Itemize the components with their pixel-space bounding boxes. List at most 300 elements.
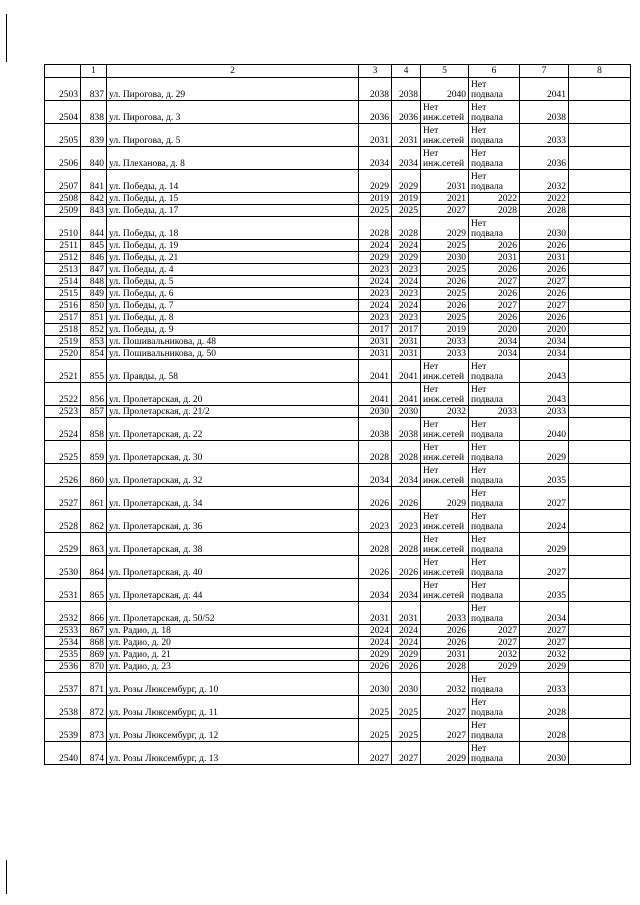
table-cell: ул. Победы, д. 8 [107,312,359,324]
table-cell: 2023 [359,288,392,300]
table-cell: ул. Победы, д. 4 [107,264,359,276]
table-cell [569,252,631,264]
table-cell: 2539 [45,719,81,742]
table-cell: 2041 [359,383,392,406]
cell-text-line: инж.сетей [423,372,465,382]
table-cell: 870 [81,661,107,673]
table-cell: 2523 [45,406,81,418]
table-cell: 2026 [520,240,569,252]
cell-text-line: инж.сетей [423,430,465,440]
table-cell: 2026 [469,312,520,324]
cell-text-line: Нет [471,558,487,568]
cell-text-line: Нет [471,420,487,430]
table-cell: ул. Пролетарская, д. 50/52 [107,602,359,625]
table-cell: ул. Пролетарская, д. 34 [107,487,359,510]
cell-text-line: Нет [471,721,487,731]
table-cell: 2028 [421,661,469,673]
table-cell [569,348,631,360]
table-cell [469,510,520,533]
table-row [45,649,631,661]
table-cell [421,464,469,487]
cell-text-line: Нет [471,362,487,372]
cell-text-line: инж.сетей [423,522,465,532]
table-cell: ул. Победы, д. 6 [107,288,359,300]
cell-text-line: подвала [471,591,504,601]
table-cell [421,510,469,533]
table-cell: 2031 [359,124,392,147]
table-cell: ул. Пошивальникова, д. 48 [107,336,359,348]
table-cell: 2027 [520,556,569,579]
table-cell: 2017 [359,324,392,336]
table-cell: 871 [81,673,107,696]
table-cell: 2027 [520,625,569,637]
table-cell [569,579,631,602]
table-row [45,719,631,742]
cell-text-line: Нет [423,126,439,136]
table-cell [569,383,631,406]
table-cell: 2023 [392,510,421,533]
table-cell: 2021 [421,193,469,205]
table-cell: 2513 [45,264,81,276]
table-cell [569,147,631,170]
cell-text-line: инж.сетей [423,476,465,486]
table-cell: 854 [81,348,107,360]
table-cell: 2033 [469,406,520,418]
table-cell: 2520 [45,348,81,360]
table-cell [469,696,520,719]
table-cell: 2031 [392,602,421,625]
table-cell [469,147,520,170]
table-cell [569,217,631,240]
table-row [45,170,631,193]
table-cell: 862 [81,510,107,533]
cell-text-line: Нет [471,385,487,395]
header-cell: 7 [520,65,569,78]
table-row [45,336,631,348]
table-cell: 2041 [359,360,392,383]
table-cell: 2532 [45,602,81,625]
table-cell: 2028 [469,205,520,217]
table-cell: 2019 [392,193,421,205]
cell-text-line: Нет [471,604,487,614]
table-cell: 2030 [359,406,392,418]
table-cell: 2034 [469,336,520,348]
table-row [45,193,631,205]
table-cell: 2515 [45,288,81,300]
table-cell: 2027 [520,276,569,288]
cell-text-line: Нет [471,489,487,499]
table-cell: 2020 [469,324,520,336]
table-row [45,324,631,336]
table-cell [421,556,469,579]
table-cell [569,312,631,324]
table-cell: ул. Пролетарская, д. 32 [107,464,359,487]
table-cell [469,556,520,579]
cell-text-line: подвала [471,545,504,555]
table-cell: 2030 [359,673,392,696]
table-cell: 2023 [392,264,421,276]
cell-text-line: инж.сетей [423,395,465,405]
table-cell: 847 [81,264,107,276]
table-cell: 2030 [520,742,569,765]
table-cell: 2027 [520,300,569,312]
table-cell: 2026 [421,625,469,637]
table-cell: 2023 [359,264,392,276]
table-cell: 2508 [45,193,81,205]
table-cell: 2518 [45,324,81,336]
cell-text-line: Нет [471,535,487,545]
table-cell: 2027 [469,625,520,637]
table-cell: 2030 [421,252,469,264]
table-cell: 2540 [45,742,81,765]
table-cell: 2534 [45,637,81,649]
table-cell: 2514 [45,276,81,288]
table-cell: 856 [81,383,107,406]
table-cell: 2031 [359,602,392,625]
table-cell: 851 [81,312,107,324]
table-row [45,288,631,300]
table-row [45,487,631,510]
table-cell [569,264,631,276]
table-cell: 2017 [392,324,421,336]
table-cell: 873 [81,719,107,742]
table-cell: 2024 [392,637,421,649]
table-cell [569,441,631,464]
table-cell: ул. Розы Люксембург, д. 13 [107,742,359,765]
table-row [45,696,631,719]
table-cell: 2024 [359,625,392,637]
table-cell: 2027 [421,696,469,719]
table-cell: 2031 [392,336,421,348]
table-cell [469,418,520,441]
table-cell: 859 [81,441,107,464]
cell-text-line: инж.сетей [423,453,465,463]
table-cell: ул. Победы, д. 17 [107,205,359,217]
table-row [45,205,631,217]
table-cell: ул. Радио, д. 20 [107,637,359,649]
cell-text-line: Нет [423,443,439,453]
table-cell [569,637,631,649]
table-row [45,240,631,252]
table-cell: 2023 [359,510,392,533]
cell-text-line: подвала [471,430,504,440]
table-cell: 2020 [520,324,569,336]
table-cell: 2034 [359,579,392,602]
table-cell: 2025 [421,240,469,252]
cell-text-line: подвала [471,90,504,100]
table-cell: 2031 [469,252,520,264]
table-cell: 2521 [45,360,81,383]
table-cell: 2031 [359,336,392,348]
cell-text-line: Нет [471,698,487,708]
table-cell: 2024 [359,240,392,252]
table-cell: 853 [81,336,107,348]
table-cell: 2026 [469,240,520,252]
table-cell: 2516 [45,300,81,312]
table-cell [469,170,520,193]
table-cell: ул. Радио, д. 18 [107,625,359,637]
table-cell: 2041 [520,78,569,101]
table-cell [469,464,520,487]
table-cell: 2033 [421,348,469,360]
table-cell [421,383,469,406]
table-row [45,556,631,579]
table-cell: 2028 [359,217,392,240]
cell-text-line: Нет [471,581,487,591]
header-cell [45,65,81,78]
table-cell: 2517 [45,312,81,324]
cell-text-line: Нет [471,172,487,182]
table-cell: 2522 [45,383,81,406]
table-cell [569,193,631,205]
table-cell: 2025 [359,205,392,217]
table-cell: 2031 [392,348,421,360]
table-row [45,78,631,101]
table-cell: ул. Розы Люксембург, д. 11 [107,696,359,719]
table-cell [469,742,520,765]
table-cell: ул. Пролетарская, д. 30 [107,441,359,464]
table-row [45,312,631,324]
table-cell: 2034 [520,348,569,360]
table-row [45,742,631,765]
table-cell: 846 [81,252,107,264]
table-cell [469,101,520,124]
table-cell: 2038 [392,418,421,441]
table-cell: 842 [81,193,107,205]
table-cell: 2034 [392,464,421,487]
table-cell: 2529 [45,533,81,556]
table-cell [569,533,631,556]
table-cell: 2028 [520,696,569,719]
table-cell: ул. Пирогова, д. 5 [107,124,359,147]
table-cell: 2024 [359,276,392,288]
table-cell [569,276,631,288]
header-cell: 6 [469,65,520,78]
table-cell: 869 [81,649,107,661]
table-cell: 837 [81,78,107,101]
table-cell: ул. Пролетарская, д. 20 [107,383,359,406]
table-row [45,673,631,696]
cell-text-line: Нет [471,219,487,229]
table-cell: 2028 [520,719,569,742]
table-row [45,217,631,240]
table-cell: 2026 [520,288,569,300]
table-cell: 2026 [392,661,421,673]
table-cell: 2027 [469,637,520,649]
cell-text-line: подвала [471,568,504,578]
table-cell: 2035 [520,579,569,602]
table-cell [421,101,469,124]
table-cell: 2019 [421,324,469,336]
table-cell: 857 [81,406,107,418]
table-row [45,533,631,556]
table-cell: 2029 [392,649,421,661]
table-cell: 2024 [392,276,421,288]
table-cell: 2029 [359,649,392,661]
table-cell: ул. Пирогова, д. 3 [107,101,359,124]
table-cell: 2530 [45,556,81,579]
table-cell: 2029 [520,533,569,556]
table-cell: 2022 [520,193,569,205]
table-cell: 850 [81,300,107,312]
cell-text-line: подвала [471,476,504,486]
table-cell [469,487,520,510]
table-row [45,360,631,383]
table-cell: 2040 [520,418,569,441]
table-cell: 866 [81,602,107,625]
cell-text-line: Нет [423,535,439,545]
table-cell: 2026 [359,661,392,673]
table-cell [569,649,631,661]
table-cell: 2033 [421,602,469,625]
cell-text-line: Нет [423,385,439,395]
cell-text-line: Нет [423,103,439,113]
table-cell: 2026 [392,556,421,579]
table-cell: 2029 [421,217,469,240]
table-cell: 860 [81,464,107,487]
cell-text-line: инж.сетей [423,591,465,601]
table-cell: 2028 [359,533,392,556]
table-cell: 2033 [421,336,469,348]
header-cell: 3 [359,65,392,78]
table-cell: 2026 [421,300,469,312]
table-cell: ул. Победы, д. 9 [107,324,359,336]
table-cell: 2026 [421,637,469,649]
table-cell: ул. Розы Люксембург, д. 10 [107,673,359,696]
table-cell: 2537 [45,673,81,696]
table-cell: 2503 [45,78,81,101]
cell-text-line: инж.сетей [423,136,465,146]
table-cell [569,300,631,312]
table-cell: 2032 [421,406,469,418]
table-row [45,252,631,264]
table-cell: ул. Победы, д. 18 [107,217,359,240]
table-cell [469,579,520,602]
table-cell: 2033 [520,406,569,418]
table-cell [569,418,631,441]
table-cell [469,602,520,625]
margin-line [6,14,7,62]
table-row [45,625,631,637]
table-cell [421,533,469,556]
cell-text-line: подвала [471,229,504,239]
table-cell [569,124,631,147]
table-cell: 2025 [392,696,421,719]
table-row [45,441,631,464]
cell-text-line: Нет [471,126,487,136]
table-cell: 2029 [392,252,421,264]
table-cell: 2027 [469,276,520,288]
table-cell: 867 [81,625,107,637]
table-cell [569,360,631,383]
table-cell: 2505 [45,124,81,147]
cell-text-line: подвала [471,522,504,532]
header-cell: 4 [392,65,421,78]
table-row [45,264,631,276]
cell-text-line: подвала [471,708,504,718]
table-cell: 2038 [359,418,392,441]
table-cell: 2026 [469,288,520,300]
table-cell: 2034 [392,147,421,170]
table-cell: 868 [81,637,107,649]
header-cell: 2 [107,65,359,78]
header-cell: 5 [421,65,469,78]
table-cell: 2504 [45,101,81,124]
table-cell: 2026 [520,312,569,324]
table-cell: 2528 [45,510,81,533]
table-row [45,406,631,418]
table-cell: 2026 [421,276,469,288]
table-cell [569,661,631,673]
table-cell: 2032 [520,170,569,193]
cell-text-line: инж.сетей [423,545,465,555]
table-cell: 2512 [45,252,81,264]
cell-text-line: подвала [471,453,504,463]
table-cell: 2506 [45,147,81,170]
table-cell: 2031 [421,649,469,661]
table-cell: 2023 [392,312,421,324]
table-cell: 2025 [392,719,421,742]
table-cell: 863 [81,533,107,556]
table-cell: 2034 [359,464,392,487]
table-cell [469,441,520,464]
table-row [45,510,631,533]
table-cell: ул. Пирогова, д. 29 [107,78,359,101]
table-cell: 2025 [421,288,469,300]
table-cell: 2025 [392,205,421,217]
table-cell: ул. Победы, д. 5 [107,276,359,288]
table-cell: 2028 [392,533,421,556]
cell-text-line: Нет [471,512,487,522]
table-cell [569,556,631,579]
table-cell [569,78,631,101]
table-cell: ул. Пролетарская, д. 40 [107,556,359,579]
table-cell: 2509 [45,205,81,217]
cell-text-line: подвала [471,372,504,382]
table-cell: 844 [81,217,107,240]
header-cell: 8 [569,65,631,78]
cell-text-line: подвала [471,614,504,624]
table-cell: 2525 [45,441,81,464]
table-row [45,383,631,406]
table-cell: ул. Розы Люксембург, д. 12 [107,719,359,742]
table-cell [469,533,520,556]
table-cell: 2027 [359,742,392,765]
table-cell: ул. Победы, д. 21 [107,252,359,264]
table-cell: 2024 [359,637,392,649]
table-cell: 2031 [359,348,392,360]
table-cell: 2029 [520,441,569,464]
table-cell: 2025 [359,696,392,719]
table-row [45,101,631,124]
table-cell [569,625,631,637]
cell-text-line: Нет [471,744,487,754]
table-cell: ул. Победы, д. 19 [107,240,359,252]
table-cell [569,464,631,487]
table-cell: 2026 [469,264,520,276]
table-cell: 874 [81,742,107,765]
table-cell: ул. Радио, д. 21 [107,649,359,661]
table-cell: 864 [81,556,107,579]
table-cell: 2023 [392,288,421,300]
table-cell [569,324,631,336]
header-row [45,65,631,78]
table-cell: 2028 [359,441,392,464]
table-cell: 2019 [359,193,392,205]
table-row [45,602,631,625]
table-cell: 2527 [45,487,81,510]
cell-text-line: подвала [471,113,504,123]
